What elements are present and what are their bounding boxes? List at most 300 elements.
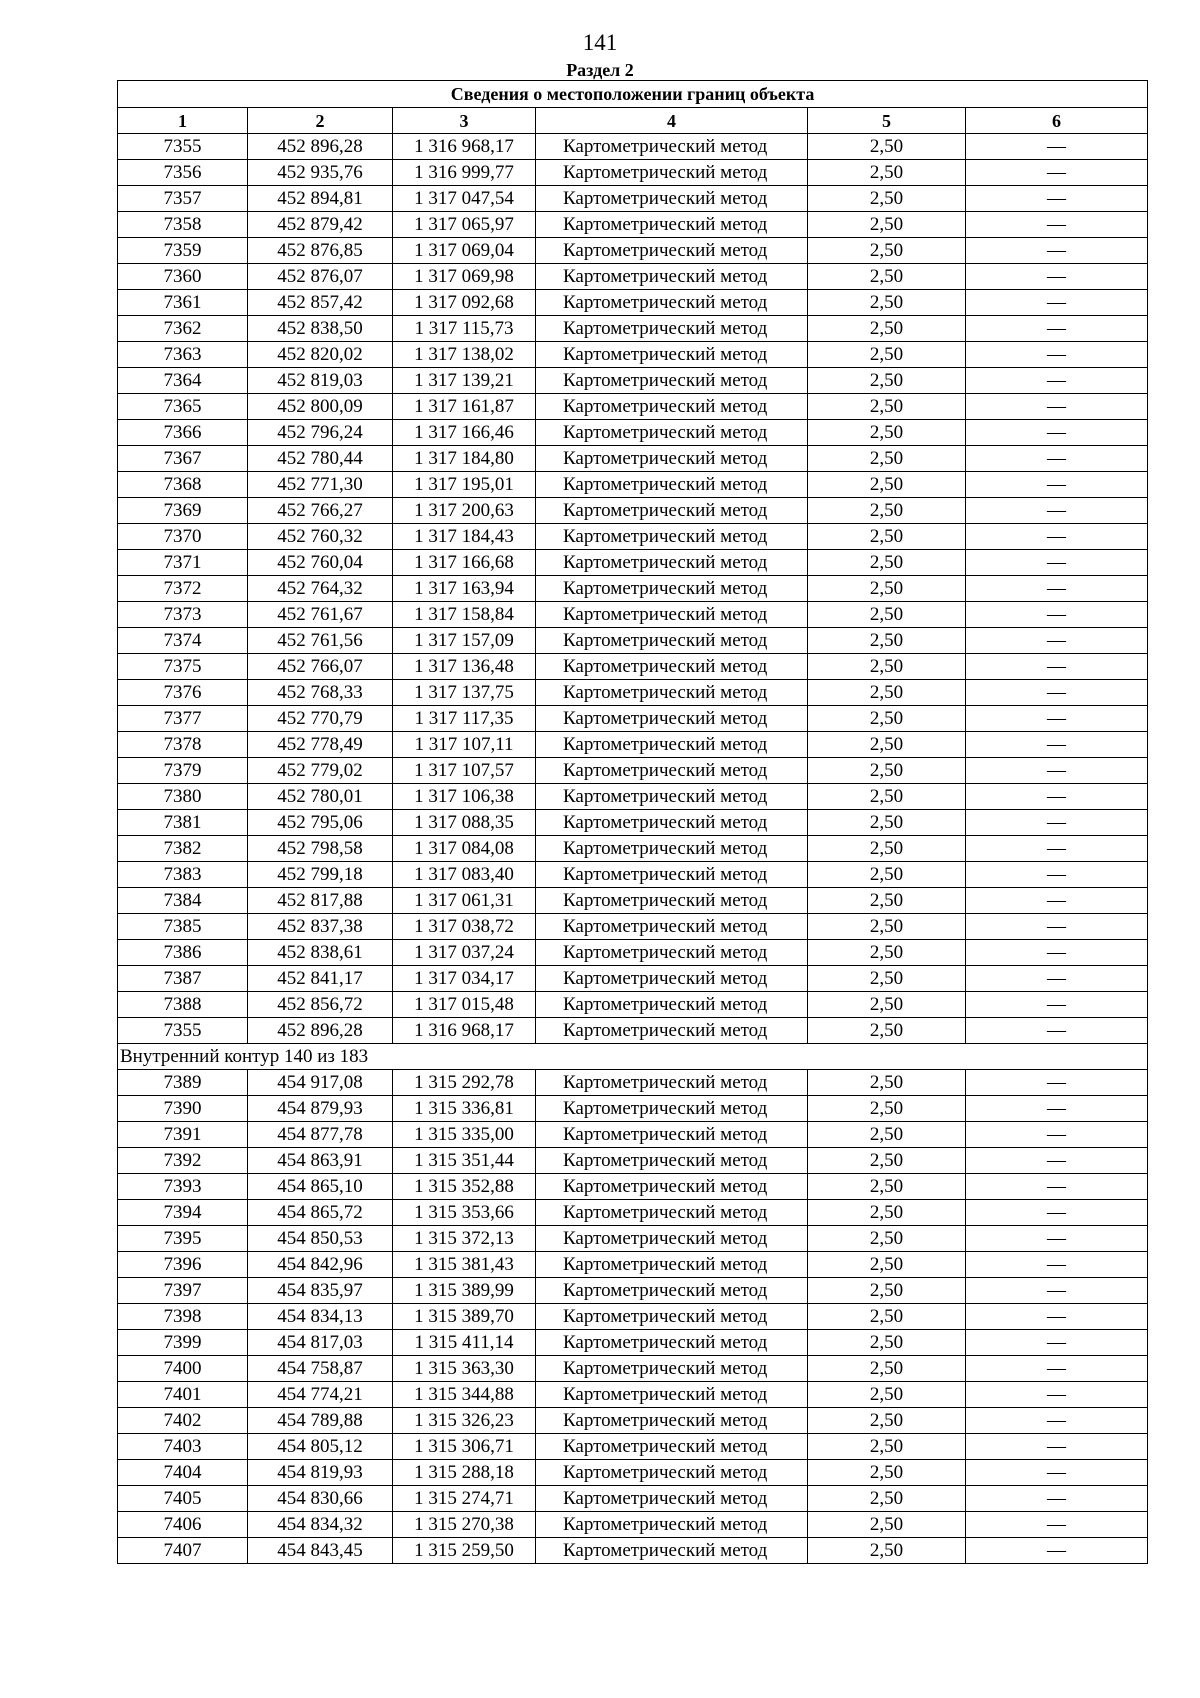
table-row (118, 1512, 1148, 1538)
table-row (118, 160, 1148, 186)
note-cell: — (966, 706, 1148, 732)
method-cell: Картометрический метод (536, 862, 808, 888)
y-coordinate-cell: 1 316 999,77 (393, 160, 536, 186)
x-coordinate-cell: 454 850,53 (248, 1226, 393, 1252)
x-coordinate-cell: 452 800,09 (248, 394, 393, 420)
table-row (118, 1486, 1148, 1512)
y-coordinate-cell: 1 315 344,88 (393, 1382, 536, 1408)
note-cell: — (966, 238, 1148, 264)
accuracy-cell: 2,50 (808, 212, 966, 238)
table-row (118, 1356, 1148, 1382)
point-number-cell: 7406 (118, 1512, 248, 1538)
point-number-cell: 7363 (118, 342, 248, 368)
point-number-cell: 7386 (118, 940, 248, 966)
y-coordinate-cell: 1 315 336,81 (393, 1096, 536, 1122)
point-number-cell: 7367 (118, 446, 248, 472)
method-cell: Картометрический метод (536, 472, 808, 498)
note-cell: — (966, 1356, 1148, 1382)
table-row (118, 1174, 1148, 1200)
point-number-cell: 7403 (118, 1434, 248, 1460)
table-row (118, 446, 1148, 472)
point-number-cell: 7395 (118, 1226, 248, 1252)
note-cell: — (966, 1304, 1148, 1330)
y-coordinate-cell: 1 315 292,78 (393, 1070, 536, 1096)
accuracy-cell: 2,50 (808, 862, 966, 888)
x-coordinate-cell: 454 842,96 (248, 1252, 393, 1278)
method-cell: Картометрический метод (536, 316, 808, 342)
table-row (118, 1148, 1148, 1174)
method-cell: Картометрический метод (536, 888, 808, 914)
table-row (118, 992, 1148, 1018)
accuracy-cell: 2,50 (808, 1460, 966, 1486)
method-cell: Картометрический метод (536, 238, 808, 264)
point-number-cell: 7370 (118, 524, 248, 550)
note-cell: — (966, 498, 1148, 524)
point-number-cell: 7393 (118, 1174, 248, 1200)
method-cell: Картометрический метод (536, 1460, 808, 1486)
point-number-cell: 7382 (118, 836, 248, 862)
point-number-cell: 7400 (118, 1356, 248, 1382)
y-coordinate-cell: 1 315 352,88 (393, 1174, 536, 1200)
method-cell: Картометрический метод (536, 186, 808, 212)
note-cell: — (966, 1018, 1148, 1044)
accuracy-cell: 2,50 (808, 966, 966, 992)
table-row (118, 1018, 1148, 1044)
x-coordinate-cell: 454 879,93 (248, 1096, 393, 1122)
note-cell: — (966, 654, 1148, 680)
accuracy-cell: 2,50 (808, 498, 966, 524)
x-coordinate-cell: 452 771,30 (248, 472, 393, 498)
note-cell: — (966, 784, 1148, 810)
y-coordinate-cell: 1 317 138,02 (393, 342, 536, 368)
x-coordinate-cell: 454 865,72 (248, 1200, 393, 1226)
method-cell: Картометрический метод (536, 680, 808, 706)
method-cell: Картометрический метод (536, 1018, 808, 1044)
x-coordinate-cell: 454 834,13 (248, 1304, 393, 1330)
note-cell: — (966, 1486, 1148, 1512)
accuracy-cell: 2,50 (808, 264, 966, 290)
method-cell: Картометрический метод (536, 836, 808, 862)
note-cell: — (966, 602, 1148, 628)
table-row (118, 836, 1148, 862)
table-row (118, 1330, 1148, 1356)
accuracy-cell: 2,50 (808, 1174, 966, 1200)
y-coordinate-cell: 1 315 389,99 (393, 1278, 536, 1304)
table-row (118, 134, 1148, 160)
method-cell: Картометрический метод (536, 784, 808, 810)
x-coordinate-cell: 454 865,10 (248, 1174, 393, 1200)
point-number-cell: 7379 (118, 758, 248, 784)
accuracy-cell: 2,50 (808, 706, 966, 732)
accuracy-cell: 2,50 (808, 134, 966, 160)
method-cell: Картометрический метод (536, 1252, 808, 1278)
accuracy-cell: 2,50 (808, 1330, 966, 1356)
x-coordinate-cell: 452 766,07 (248, 654, 393, 680)
method-cell: Картометрический метод (536, 1278, 808, 1304)
table-row (118, 1434, 1148, 1460)
accuracy-cell: 2,50 (808, 160, 966, 186)
x-coordinate-cell: 452 778,49 (248, 732, 393, 758)
note-cell: — (966, 1226, 1148, 1252)
x-coordinate-cell: 452 838,50 (248, 316, 393, 342)
y-coordinate-cell: 1 315 363,30 (393, 1356, 536, 1382)
y-coordinate-cell: 1 317 092,68 (393, 290, 536, 316)
point-number-cell: 7377 (118, 706, 248, 732)
method-cell: Картометрический метод (536, 1512, 808, 1538)
y-coordinate-cell: 1 317 088,35 (393, 810, 536, 836)
table-row (118, 914, 1148, 940)
note-cell: — (966, 1148, 1148, 1174)
point-number-cell: 7392 (118, 1148, 248, 1174)
note-cell: — (966, 290, 1148, 316)
point-number-cell: 7369 (118, 498, 248, 524)
point-number-cell: 7380 (118, 784, 248, 810)
note-cell: — (966, 264, 1148, 290)
x-coordinate-cell: 452 796,24 (248, 420, 393, 446)
note-cell: — (966, 810, 1148, 836)
method-cell: Картометрический метод (536, 1226, 808, 1252)
table-row (118, 732, 1148, 758)
note-cell: — (966, 1122, 1148, 1148)
method-cell: Картометрический метод (536, 1148, 808, 1174)
point-number-cell: 7388 (118, 992, 248, 1018)
point-number-cell: 7404 (118, 1460, 248, 1486)
table-row (118, 290, 1148, 316)
accuracy-cell: 2,50 (808, 602, 966, 628)
table-row (118, 524, 1148, 550)
x-coordinate-cell: 452 817,88 (248, 888, 393, 914)
table-row (118, 368, 1148, 394)
accuracy-cell: 2,50 (808, 680, 966, 706)
accuracy-cell: 2,50 (808, 732, 966, 758)
accuracy-cell: 2,50 (808, 1538, 966, 1564)
note-cell: — (966, 1408, 1148, 1434)
y-coordinate-cell: 1 317 137,75 (393, 680, 536, 706)
boundary-table (117, 80, 1148, 1564)
point-number-cell: 7378 (118, 732, 248, 758)
note-cell: — (966, 836, 1148, 862)
x-coordinate-cell: 452 780,44 (248, 446, 393, 472)
x-coordinate-cell: 454 805,12 (248, 1434, 393, 1460)
point-number-cell: 7365 (118, 394, 248, 420)
y-coordinate-cell: 1 317 117,35 (393, 706, 536, 732)
x-coordinate-cell: 452 795,06 (248, 810, 393, 836)
x-coordinate-cell: 452 879,42 (248, 212, 393, 238)
method-cell: Картометрический метод (536, 1356, 808, 1382)
table-row (118, 238, 1148, 264)
method-cell: Картометрический метод (536, 1330, 808, 1356)
point-number-cell: 7356 (118, 160, 248, 186)
point-number-cell: 7381 (118, 810, 248, 836)
method-cell: Картометрический метод (536, 498, 808, 524)
note-cell: — (966, 186, 1148, 212)
table-row (118, 550, 1148, 576)
x-coordinate-cell: 452 760,32 (248, 524, 393, 550)
accuracy-cell: 2,50 (808, 1252, 966, 1278)
table-row (118, 680, 1148, 706)
y-coordinate-cell: 1 317 136,48 (393, 654, 536, 680)
y-coordinate-cell: 1 317 065,97 (393, 212, 536, 238)
accuracy-cell: 2,50 (808, 784, 966, 810)
y-coordinate-cell: 1 317 034,17 (393, 966, 536, 992)
table-row (118, 1070, 1148, 1096)
y-coordinate-cell: 1 317 184,80 (393, 446, 536, 472)
y-coordinate-cell: 1 317 106,38 (393, 784, 536, 810)
x-coordinate-cell: 452 894,81 (248, 186, 393, 212)
method-cell: Картометрический метод (536, 420, 808, 446)
method-cell: Картометрический метод (536, 368, 808, 394)
accuracy-cell: 2,50 (808, 914, 966, 940)
page-number: 141 (582, 30, 618, 55)
method-cell: Картометрический метод (536, 394, 808, 420)
accuracy-cell: 2,50 (808, 810, 966, 836)
contour-header-row (118, 1044, 1148, 1070)
x-coordinate-cell: 452 799,18 (248, 862, 393, 888)
point-number-cell: 7374 (118, 628, 248, 654)
point-number-cell: 7407 (118, 1538, 248, 1564)
y-coordinate-cell: 1 317 083,40 (393, 862, 536, 888)
x-coordinate-cell: 452 761,56 (248, 628, 393, 654)
note-cell: — (966, 1460, 1148, 1486)
accuracy-cell: 2,50 (808, 446, 966, 472)
accuracy-cell: 2,50 (808, 1408, 966, 1434)
note-cell: — (966, 1382, 1148, 1408)
y-coordinate-cell: 1 317 107,11 (393, 732, 536, 758)
x-coordinate-cell: 452 837,38 (248, 914, 393, 940)
column-number: 3 (393, 108, 536, 134)
y-coordinate-cell: 1 315 381,43 (393, 1252, 536, 1278)
table-row (118, 186, 1148, 212)
table-row (118, 1096, 1148, 1122)
note-cell: — (966, 394, 1148, 420)
y-coordinate-cell: 1 316 968,17 (393, 134, 536, 160)
table-row (118, 1122, 1148, 1148)
y-coordinate-cell: 1 315 353,66 (393, 1200, 536, 1226)
y-coordinate-cell: 1 316 968,17 (393, 1018, 536, 1044)
point-number-cell: 7383 (118, 862, 248, 888)
note-cell: — (966, 1538, 1148, 1564)
section-title: Раздел 2 (566, 60, 634, 80)
table-row (118, 394, 1148, 420)
table-row (118, 1460, 1148, 1486)
table-row (118, 1538, 1148, 1564)
method-cell: Картометрический метод (536, 342, 808, 368)
method-cell: Картометрический метод (536, 1486, 808, 1512)
x-coordinate-cell: 452 761,67 (248, 602, 393, 628)
x-coordinate-cell: 454 789,88 (248, 1408, 393, 1434)
column-number: 2 (248, 108, 393, 134)
accuracy-cell: 2,50 (808, 420, 966, 446)
y-coordinate-cell: 1 315 335,00 (393, 1122, 536, 1148)
method-cell: Картометрический метод (536, 446, 808, 472)
note-cell: — (966, 888, 1148, 914)
accuracy-cell: 2,50 (808, 888, 966, 914)
x-coordinate-cell: 452 841,17 (248, 966, 393, 992)
table-row (118, 1408, 1148, 1434)
accuracy-cell: 2,50 (808, 758, 966, 784)
accuracy-cell: 2,50 (808, 1434, 966, 1460)
y-coordinate-cell: 1 315 411,14 (393, 1330, 536, 1356)
method-cell: Картометрический метод (536, 1174, 808, 1200)
x-coordinate-cell: 452 770,79 (248, 706, 393, 732)
method-cell: Картометрический метод (536, 290, 808, 316)
accuracy-cell: 2,50 (808, 1382, 966, 1408)
accuracy-cell: 2,50 (808, 186, 966, 212)
note-cell: — (966, 862, 1148, 888)
method-cell: Картометрический метод (536, 810, 808, 836)
point-number-cell: 7364 (118, 368, 248, 394)
accuracy-cell: 2,50 (808, 290, 966, 316)
point-number-cell: 7396 (118, 1252, 248, 1278)
note-cell: — (966, 1278, 1148, 1304)
table-caption: Сведения о местоположении границ объекта (118, 81, 1148, 108)
y-coordinate-cell: 1 317 069,98 (393, 264, 536, 290)
point-number-cell: 7398 (118, 1304, 248, 1330)
x-coordinate-cell: 452 857,42 (248, 290, 393, 316)
table-row (118, 940, 1148, 966)
y-coordinate-cell: 1 317 184,43 (393, 524, 536, 550)
method-cell: Картометрический метод (536, 628, 808, 654)
accuracy-cell: 2,50 (808, 1200, 966, 1226)
note-cell: — (966, 992, 1148, 1018)
accuracy-cell: 2,50 (808, 992, 966, 1018)
y-coordinate-cell: 1 317 166,68 (393, 550, 536, 576)
note-cell: — (966, 732, 1148, 758)
method-cell: Картометрический метод (536, 212, 808, 238)
table-row (118, 1252, 1148, 1278)
point-number-cell: 7375 (118, 654, 248, 680)
point-number-cell: 7401 (118, 1382, 248, 1408)
x-coordinate-cell: 454 819,93 (248, 1460, 393, 1486)
accuracy-cell: 2,50 (808, 1278, 966, 1304)
note-cell: — (966, 1512, 1148, 1538)
y-coordinate-cell: 1 317 084,08 (393, 836, 536, 862)
x-coordinate-cell: 454 774,21 (248, 1382, 393, 1408)
method-cell: Картометрический метод (536, 732, 808, 758)
method-cell: Картометрический метод (536, 576, 808, 602)
note-cell: — (966, 1174, 1148, 1200)
note-cell: — (966, 316, 1148, 342)
point-number-cell: 7390 (118, 1096, 248, 1122)
accuracy-cell: 2,50 (808, 550, 966, 576)
note-cell: — (966, 966, 1148, 992)
table-row (118, 602, 1148, 628)
note-cell: — (966, 446, 1148, 472)
x-coordinate-cell: 452 780,01 (248, 784, 393, 810)
accuracy-cell: 2,50 (808, 576, 966, 602)
method-cell: Картометрический метод (536, 160, 808, 186)
note-cell: — (966, 914, 1148, 940)
accuracy-cell: 2,50 (808, 1096, 966, 1122)
y-coordinate-cell: 1 317 166,46 (393, 420, 536, 446)
note-cell: — (966, 940, 1148, 966)
accuracy-cell: 2,50 (808, 472, 966, 498)
contour-label: Внутренний контур 140 из 183 (118, 1044, 1148, 1070)
note-cell: — (966, 758, 1148, 784)
point-number-cell: 7373 (118, 602, 248, 628)
table-row (118, 628, 1148, 654)
accuracy-cell: 2,50 (808, 394, 966, 420)
method-cell: Картометрический метод (536, 1096, 808, 1122)
table-row (118, 966, 1148, 992)
note-cell: — (966, 524, 1148, 550)
table-row (118, 706, 1148, 732)
table-row (118, 862, 1148, 888)
x-coordinate-cell: 452 876,85 (248, 238, 393, 264)
accuracy-cell: 2,50 (808, 940, 966, 966)
method-cell: Картометрический метод (536, 524, 808, 550)
x-coordinate-cell: 452 798,58 (248, 836, 393, 862)
y-coordinate-cell: 1 317 161,87 (393, 394, 536, 420)
accuracy-cell: 2,50 (808, 524, 966, 550)
point-number-cell: 7360 (118, 264, 248, 290)
note-cell: — (966, 628, 1148, 654)
method-cell: Картометрический метод (536, 550, 808, 576)
method-cell: Картометрический метод (536, 706, 808, 732)
y-coordinate-cell: 1 315 259,50 (393, 1538, 536, 1564)
note-cell: — (966, 1252, 1148, 1278)
accuracy-cell: 2,50 (808, 1356, 966, 1382)
y-coordinate-cell: 1 317 158,84 (393, 602, 536, 628)
accuracy-cell: 2,50 (808, 316, 966, 342)
x-coordinate-cell: 454 863,91 (248, 1148, 393, 1174)
x-coordinate-cell: 454 843,45 (248, 1538, 393, 1564)
point-number-cell: 7397 (118, 1278, 248, 1304)
note-cell: — (966, 342, 1148, 368)
y-coordinate-cell: 1 315 274,71 (393, 1486, 536, 1512)
accuracy-cell: 2,50 (808, 1512, 966, 1538)
y-coordinate-cell: 1 317 015,48 (393, 992, 536, 1018)
y-coordinate-cell: 1 317 061,31 (393, 888, 536, 914)
y-coordinate-cell: 1 317 195,01 (393, 472, 536, 498)
method-cell: Картометрический метод (536, 1382, 808, 1408)
y-coordinate-cell: 1 317 107,57 (393, 758, 536, 784)
note-cell: — (966, 134, 1148, 160)
x-coordinate-cell: 452 838,61 (248, 940, 393, 966)
y-coordinate-cell: 1 317 047,54 (393, 186, 536, 212)
x-coordinate-cell: 452 876,07 (248, 264, 393, 290)
y-coordinate-cell: 1 317 163,94 (393, 576, 536, 602)
point-number-cell: 7389 (118, 1070, 248, 1096)
table-row (118, 654, 1148, 680)
note-cell: — (966, 420, 1148, 446)
method-cell: Картометрический метод (536, 134, 808, 160)
point-number-cell: 7362 (118, 316, 248, 342)
x-coordinate-cell: 452 760,04 (248, 550, 393, 576)
x-coordinate-cell: 454 877,78 (248, 1122, 393, 1148)
point-number-cell: 7394 (118, 1200, 248, 1226)
accuracy-cell: 2,50 (808, 1148, 966, 1174)
accuracy-cell: 2,50 (808, 1486, 966, 1512)
table-row (118, 1278, 1148, 1304)
method-cell: Картометрический метод (536, 1200, 808, 1226)
method-cell: Картометрический метод (536, 940, 808, 966)
method-cell: Картометрический метод (536, 992, 808, 1018)
point-number-cell: 7372 (118, 576, 248, 602)
point-number-cell: 7359 (118, 238, 248, 264)
x-coordinate-cell: 454 835,97 (248, 1278, 393, 1304)
x-coordinate-cell: 454 917,08 (248, 1070, 393, 1096)
accuracy-cell: 2,50 (808, 368, 966, 394)
y-coordinate-cell: 1 315 288,18 (393, 1460, 536, 1486)
table-row (118, 1200, 1148, 1226)
accuracy-cell: 2,50 (808, 342, 966, 368)
y-coordinate-cell: 1 317 069,04 (393, 238, 536, 264)
table-row (118, 472, 1148, 498)
point-number-cell: 7368 (118, 472, 248, 498)
note-cell: — (966, 680, 1148, 706)
point-number-cell: 7371 (118, 550, 248, 576)
